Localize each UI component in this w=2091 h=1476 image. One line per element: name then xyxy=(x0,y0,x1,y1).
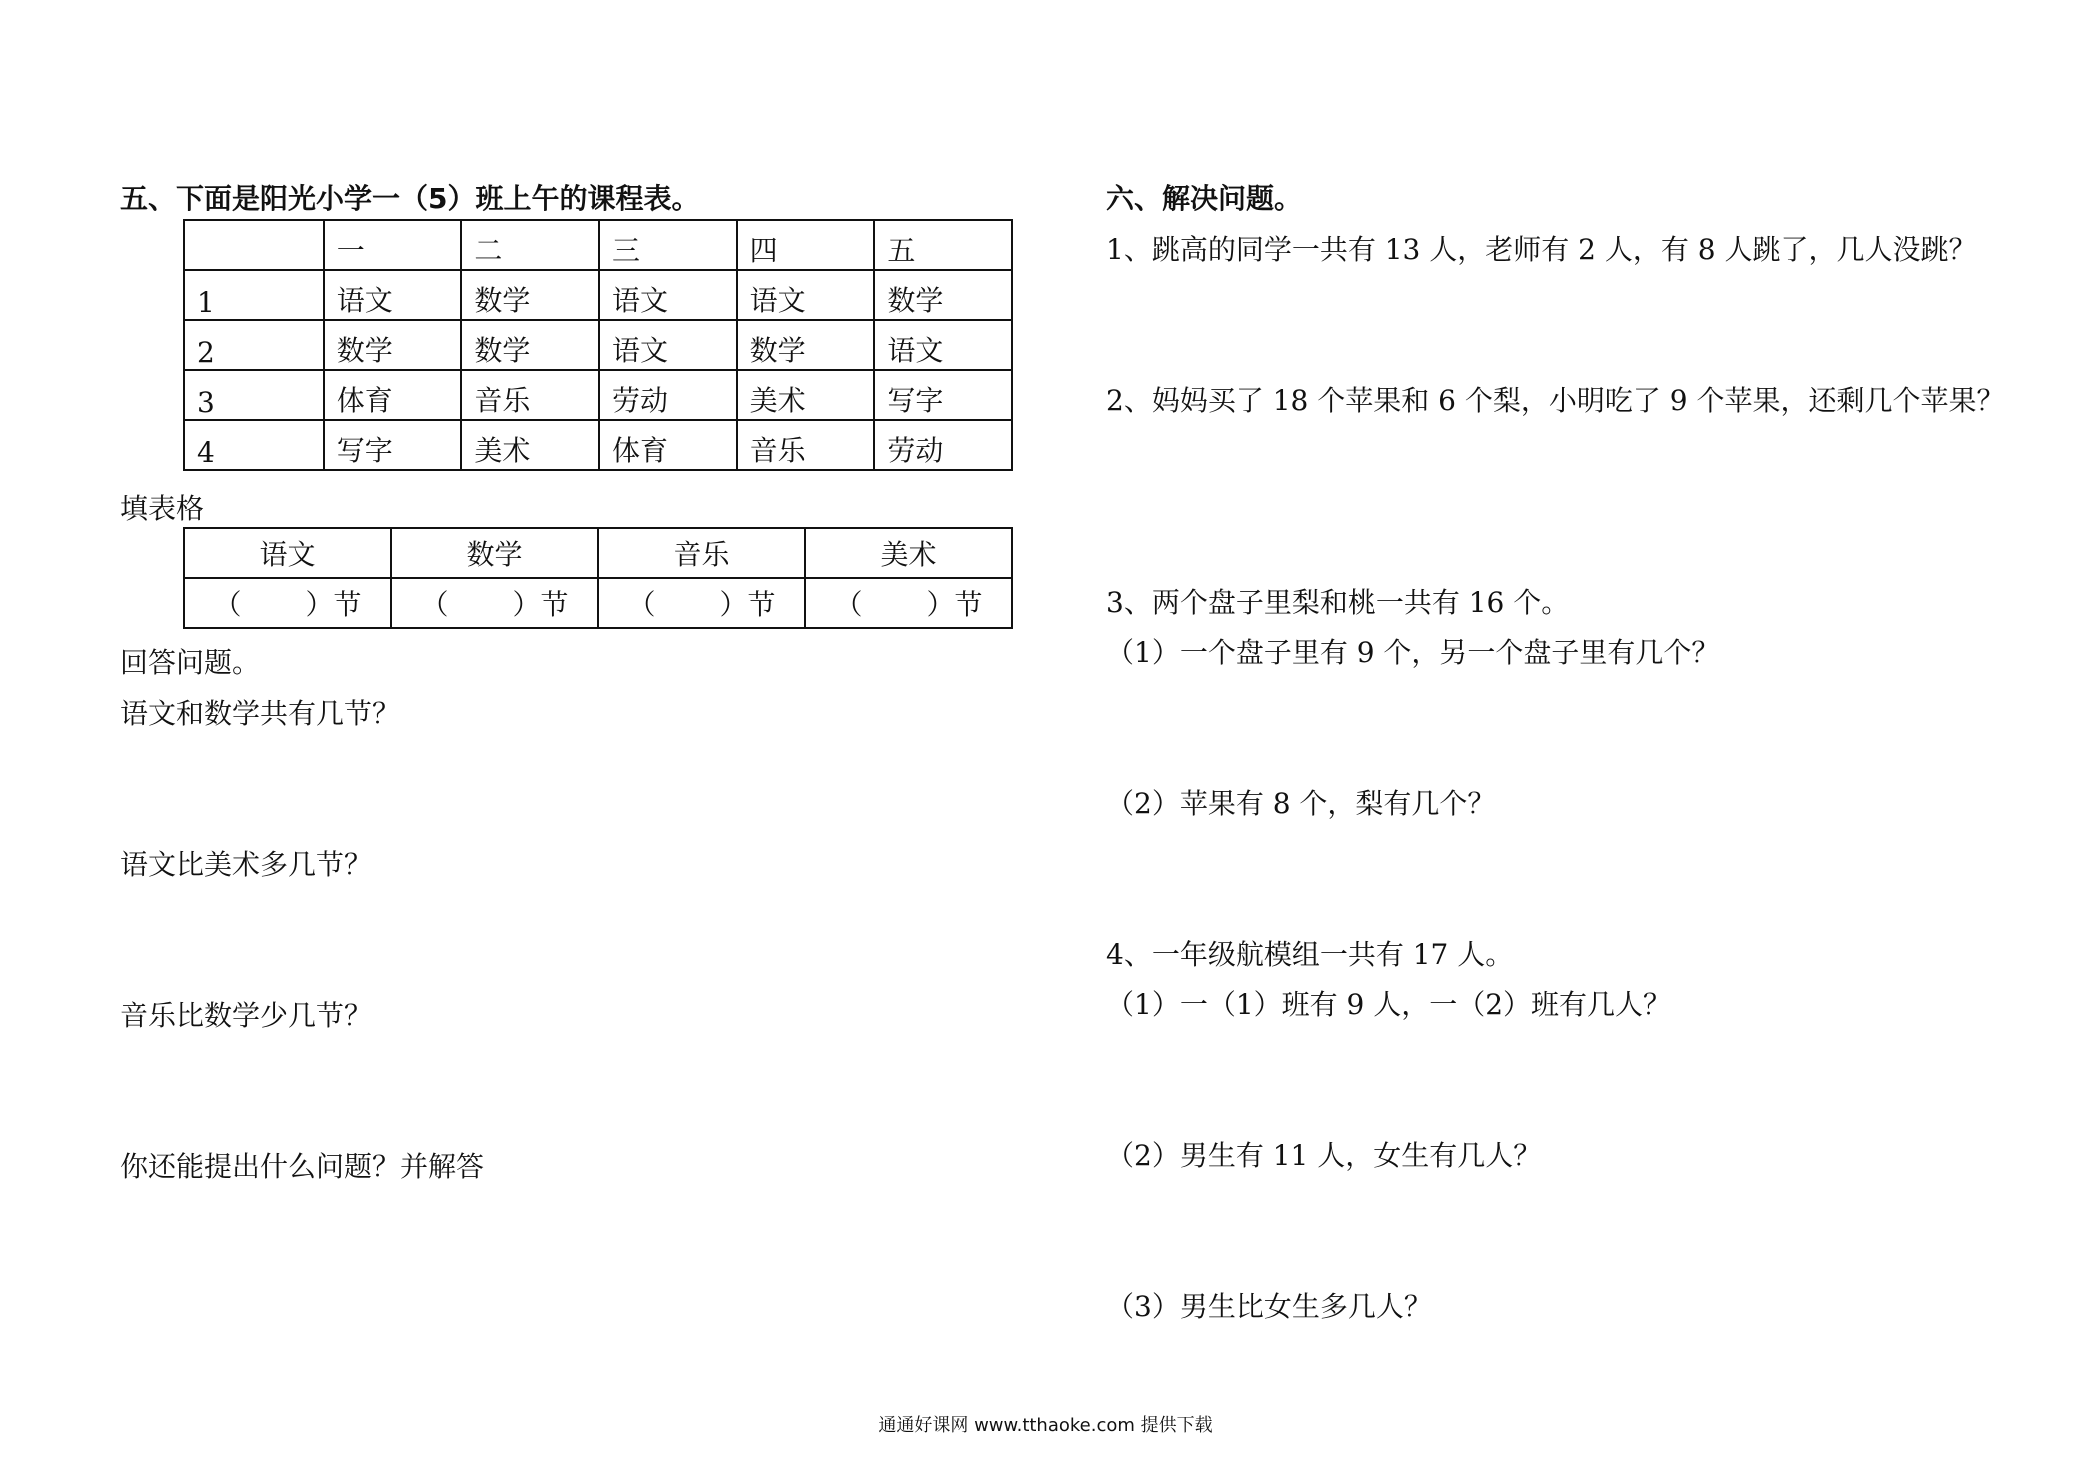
schedule-cell: 四 xyxy=(737,220,875,270)
fill-table-label: 填表格 xyxy=(120,492,205,525)
fill-table-answer-row xyxy=(184,578,1012,628)
fill-subject-cell: 美术 xyxy=(805,528,1012,578)
question-text: 音乐比数学少几节？ xyxy=(120,999,373,1032)
schedule-row xyxy=(184,370,1012,420)
schedule-cell: 音乐 xyxy=(737,420,875,470)
schedule-cell: 数学 xyxy=(461,320,599,370)
schedule-cell: 4 xyxy=(184,420,324,470)
schedule-row xyxy=(184,320,1012,370)
section-five-title: 五、下面是阳光小学一（5）班上午的课程表。 xyxy=(120,182,700,215)
fill-answer-blank[interactable]: （ ）节 xyxy=(805,578,1012,628)
schedule-cell: 2 xyxy=(184,320,324,370)
schedule-cell: 二 xyxy=(461,220,599,270)
schedule-cell: 语文 xyxy=(599,270,737,320)
schedule-cell: 写字 xyxy=(324,420,462,470)
schedule-cell: 语文 xyxy=(599,320,737,370)
schedule-header-row xyxy=(184,220,1012,270)
problem-3: 3、两个盘子里梨和桃一共有 16 个。 xyxy=(1106,586,1570,619)
schedule-cell: 五 xyxy=(874,220,1012,270)
schedule-cell: 劳动 xyxy=(874,420,1012,470)
schedule-cell: 一 xyxy=(324,220,462,270)
problem-4-part-2: （2）男生有 11 人，女生有几人？ xyxy=(1106,1139,1542,1172)
schedule-row xyxy=(184,420,1012,470)
schedule-cell: 音乐 xyxy=(461,370,599,420)
problem-4-part-3: （3）男生比女生多几人？ xyxy=(1106,1290,1432,1323)
schedule-cell: 数学 xyxy=(324,320,462,370)
question-text: 你还能提出什么问题？并解答 xyxy=(120,1150,485,1183)
section-six-title: 六、解决问题。 xyxy=(1106,182,1303,215)
problem-3-part-1: （1）一个盘子里有 9 个，另一个盘子里有几个？ xyxy=(1106,636,1720,669)
fill-answer-blank[interactable]: （ ）节 xyxy=(598,578,805,628)
schedule-cell: 体育 xyxy=(324,370,462,420)
problem-4: 4、一年级航模组一共有 17 人。 xyxy=(1106,938,1514,971)
schedule-cell: 1 xyxy=(184,270,324,320)
fill-subject-cell: 语文 xyxy=(184,528,391,578)
schedule-cell: 美术 xyxy=(737,370,875,420)
schedule-cell: 3 xyxy=(184,370,324,420)
schedule-cell: 劳动 xyxy=(599,370,737,420)
fill-subject-cell: 数学 xyxy=(391,528,598,578)
footer-source: 通通好课网 www.tthaoke.com 提供下载 xyxy=(878,1415,1213,1436)
schedule-cell: 美术 xyxy=(461,420,599,470)
problem-3-part-2: （2）苹果有 8 个，梨有几个？ xyxy=(1106,787,1496,820)
schedule-cell: 语文 xyxy=(874,320,1012,370)
schedule-cell: 语文 xyxy=(737,270,875,320)
schedule-cell: 写字 xyxy=(874,370,1012,420)
answer-questions-label: 回答问题。 xyxy=(120,646,261,679)
schedule-cell: 数学 xyxy=(461,270,599,320)
schedule-cell: 数学 xyxy=(737,320,875,370)
problem-2: 2、妈妈买了 18 个苹果和 6 个梨，小明吃了 9 个苹果，还剩几个苹果？ xyxy=(1106,384,2005,417)
schedule-cell: 三 xyxy=(599,220,737,270)
schedule-row xyxy=(184,270,1012,320)
fill-answer-blank[interactable]: （ ）节 xyxy=(391,578,598,628)
problem-1: 1、跳高的同学一共有 13 人，老师有 2 人，有 8 人跳了，几人没跳？ xyxy=(1106,233,1977,266)
fill-answer-blank[interactable]: （ ）节 xyxy=(184,578,391,628)
schedule-table xyxy=(183,219,1013,471)
question-text: 语文和数学共有几节？ xyxy=(120,697,401,730)
schedule-cell: 体育 xyxy=(599,420,737,470)
problem-4-part-1: （1）一（1）班有 9 人，一（2）班有几人？ xyxy=(1106,988,1672,1021)
fill-table-header-row xyxy=(184,528,1012,578)
question-text: 语文比美术多几节？ xyxy=(120,848,373,881)
schedule-cell: 数学 xyxy=(874,270,1012,320)
fill-subject-cell: 音乐 xyxy=(598,528,805,578)
fill-table xyxy=(183,527,1013,629)
schedule-cell xyxy=(184,220,324,270)
schedule-cell: 语文 xyxy=(324,270,462,320)
